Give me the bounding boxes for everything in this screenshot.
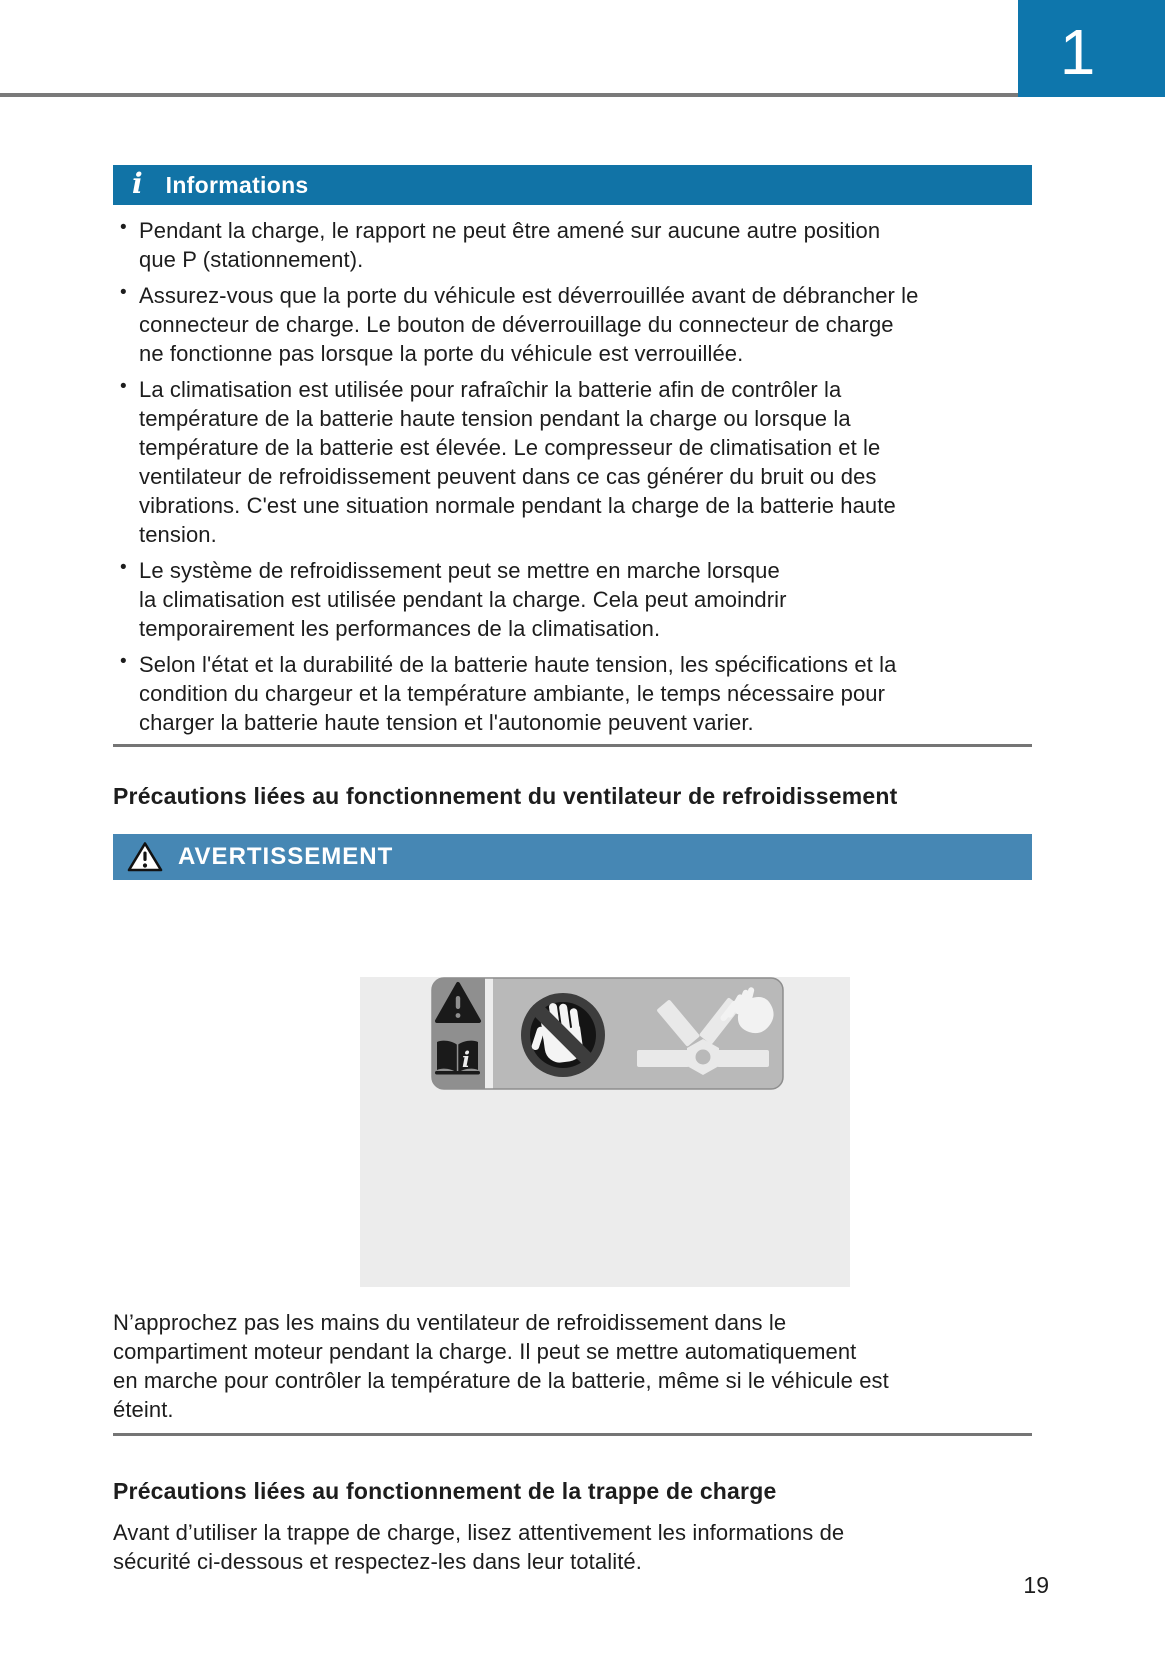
bullet-line: que P (stationnement). [139,247,364,272]
warning-banner [113,834,1032,880]
bullet-line: • Le système de refroidissement peut se mettre en marche lorsque [139,558,780,583]
fan-precautions-section [113,782,1032,1424]
info-icon: i [132,167,143,200]
section-divider [113,1433,1032,1436]
section-heading: Précautions liées au fonctionnement du ventilateur de refroidissement [113,783,898,809]
informations-section [113,165,1032,737]
bullet-line: connecteur de charge. Le bouton de déverrouillage du connecteur de charge [139,312,894,337]
bullet-line: ventilateur de refroidissement peuvent dans ce cas générer du bruit ou des [139,464,877,489]
do-not-touch-hand-icon [521,993,605,1077]
bullet-line: • La climatisation est utilisée pour rafraîchir la batterie afin de contrôler la [139,377,842,402]
body-line: N’approchez pas les mains du ventilateur de refroidissement dans le [113,1310,787,1335]
page-content [113,97,1032,1576]
list-item [113,281,1032,368]
bullet-line: • Assurez-vous que la porte du véhicule est déverrouillée avant de débrancher le [139,283,919,308]
informations-banner [113,165,1032,205]
bullet-line: • Selon l'état et la durabilité de la batterie haute tension, les spécifications et la [139,652,897,677]
bullet-line: charger la batterie haute tension et l'autonomie peuvent varier. [139,710,754,735]
svg-text:i: i [462,1047,470,1072]
bullet-line: tension. [139,522,217,547]
fan-warning-text [113,1308,1032,1424]
fan-warning-figure [360,977,850,1287]
bullet-line: temporairement les performances de la climatisation. [139,616,661,641]
list-item [113,216,1032,274]
bullet-line: la climatisation est utilisée pendant la charge. Cela peut amoindrir [139,587,787,612]
body-line: Avant d’utiliser la trappe de charge, lisez attentivement les informations de [113,1520,845,1545]
section-heading: Précautions liées au fonctionnement de la trappe de charge [113,1478,777,1504]
warning-triangle-icon [127,841,163,873]
bullet-line: température de la batterie haute tension pendant la charge ou lorsque la [139,406,851,431]
section-divider [113,744,1032,747]
informations-title: Informations [165,171,309,198]
bullet-line: vibrations. C'est une situation normale pendant la charge de la batterie haute [139,493,896,518]
page-number: 19 [1023,1572,1049,1598]
chapter-number: 1 [1059,15,1096,88]
warning-title: AVERTISSEMENT [178,843,394,870]
body-line: compartiment moteur pendant la charge. Il peut se mettre automatiquement [113,1339,857,1364]
body-line: sécurité ci-dessous et respectez-les dans leur totalité. [113,1549,642,1574]
list-item [113,650,1032,737]
info-bullet-list [113,216,1032,737]
charging-door-precautions-section [113,1477,1032,1576]
charging-door-text [113,1518,1032,1576]
list-item [113,375,1032,549]
bullet-line: condition du chargeur et la température ambiante, le temps nécessaire pour [139,681,886,706]
chapter-tab [1018,0,1165,97]
body-line: éteint. [113,1397,174,1422]
body-line: en marche pour contrôler la température de la batterie, même si le véhicule est [113,1368,889,1393]
bullet-line: • Pendant la charge, le rapport ne peut être amené sur aucune autre position [139,218,881,243]
fan-warning-label-illustration [431,977,784,1090]
list-item [113,556,1032,643]
bullet-line: ne fonctionne pas lorsque la porte du véhicule est verrouillée. [139,341,744,366]
bullet-line: température de la batterie est élevée. Le compresseur de climatisation et le [139,435,881,460]
